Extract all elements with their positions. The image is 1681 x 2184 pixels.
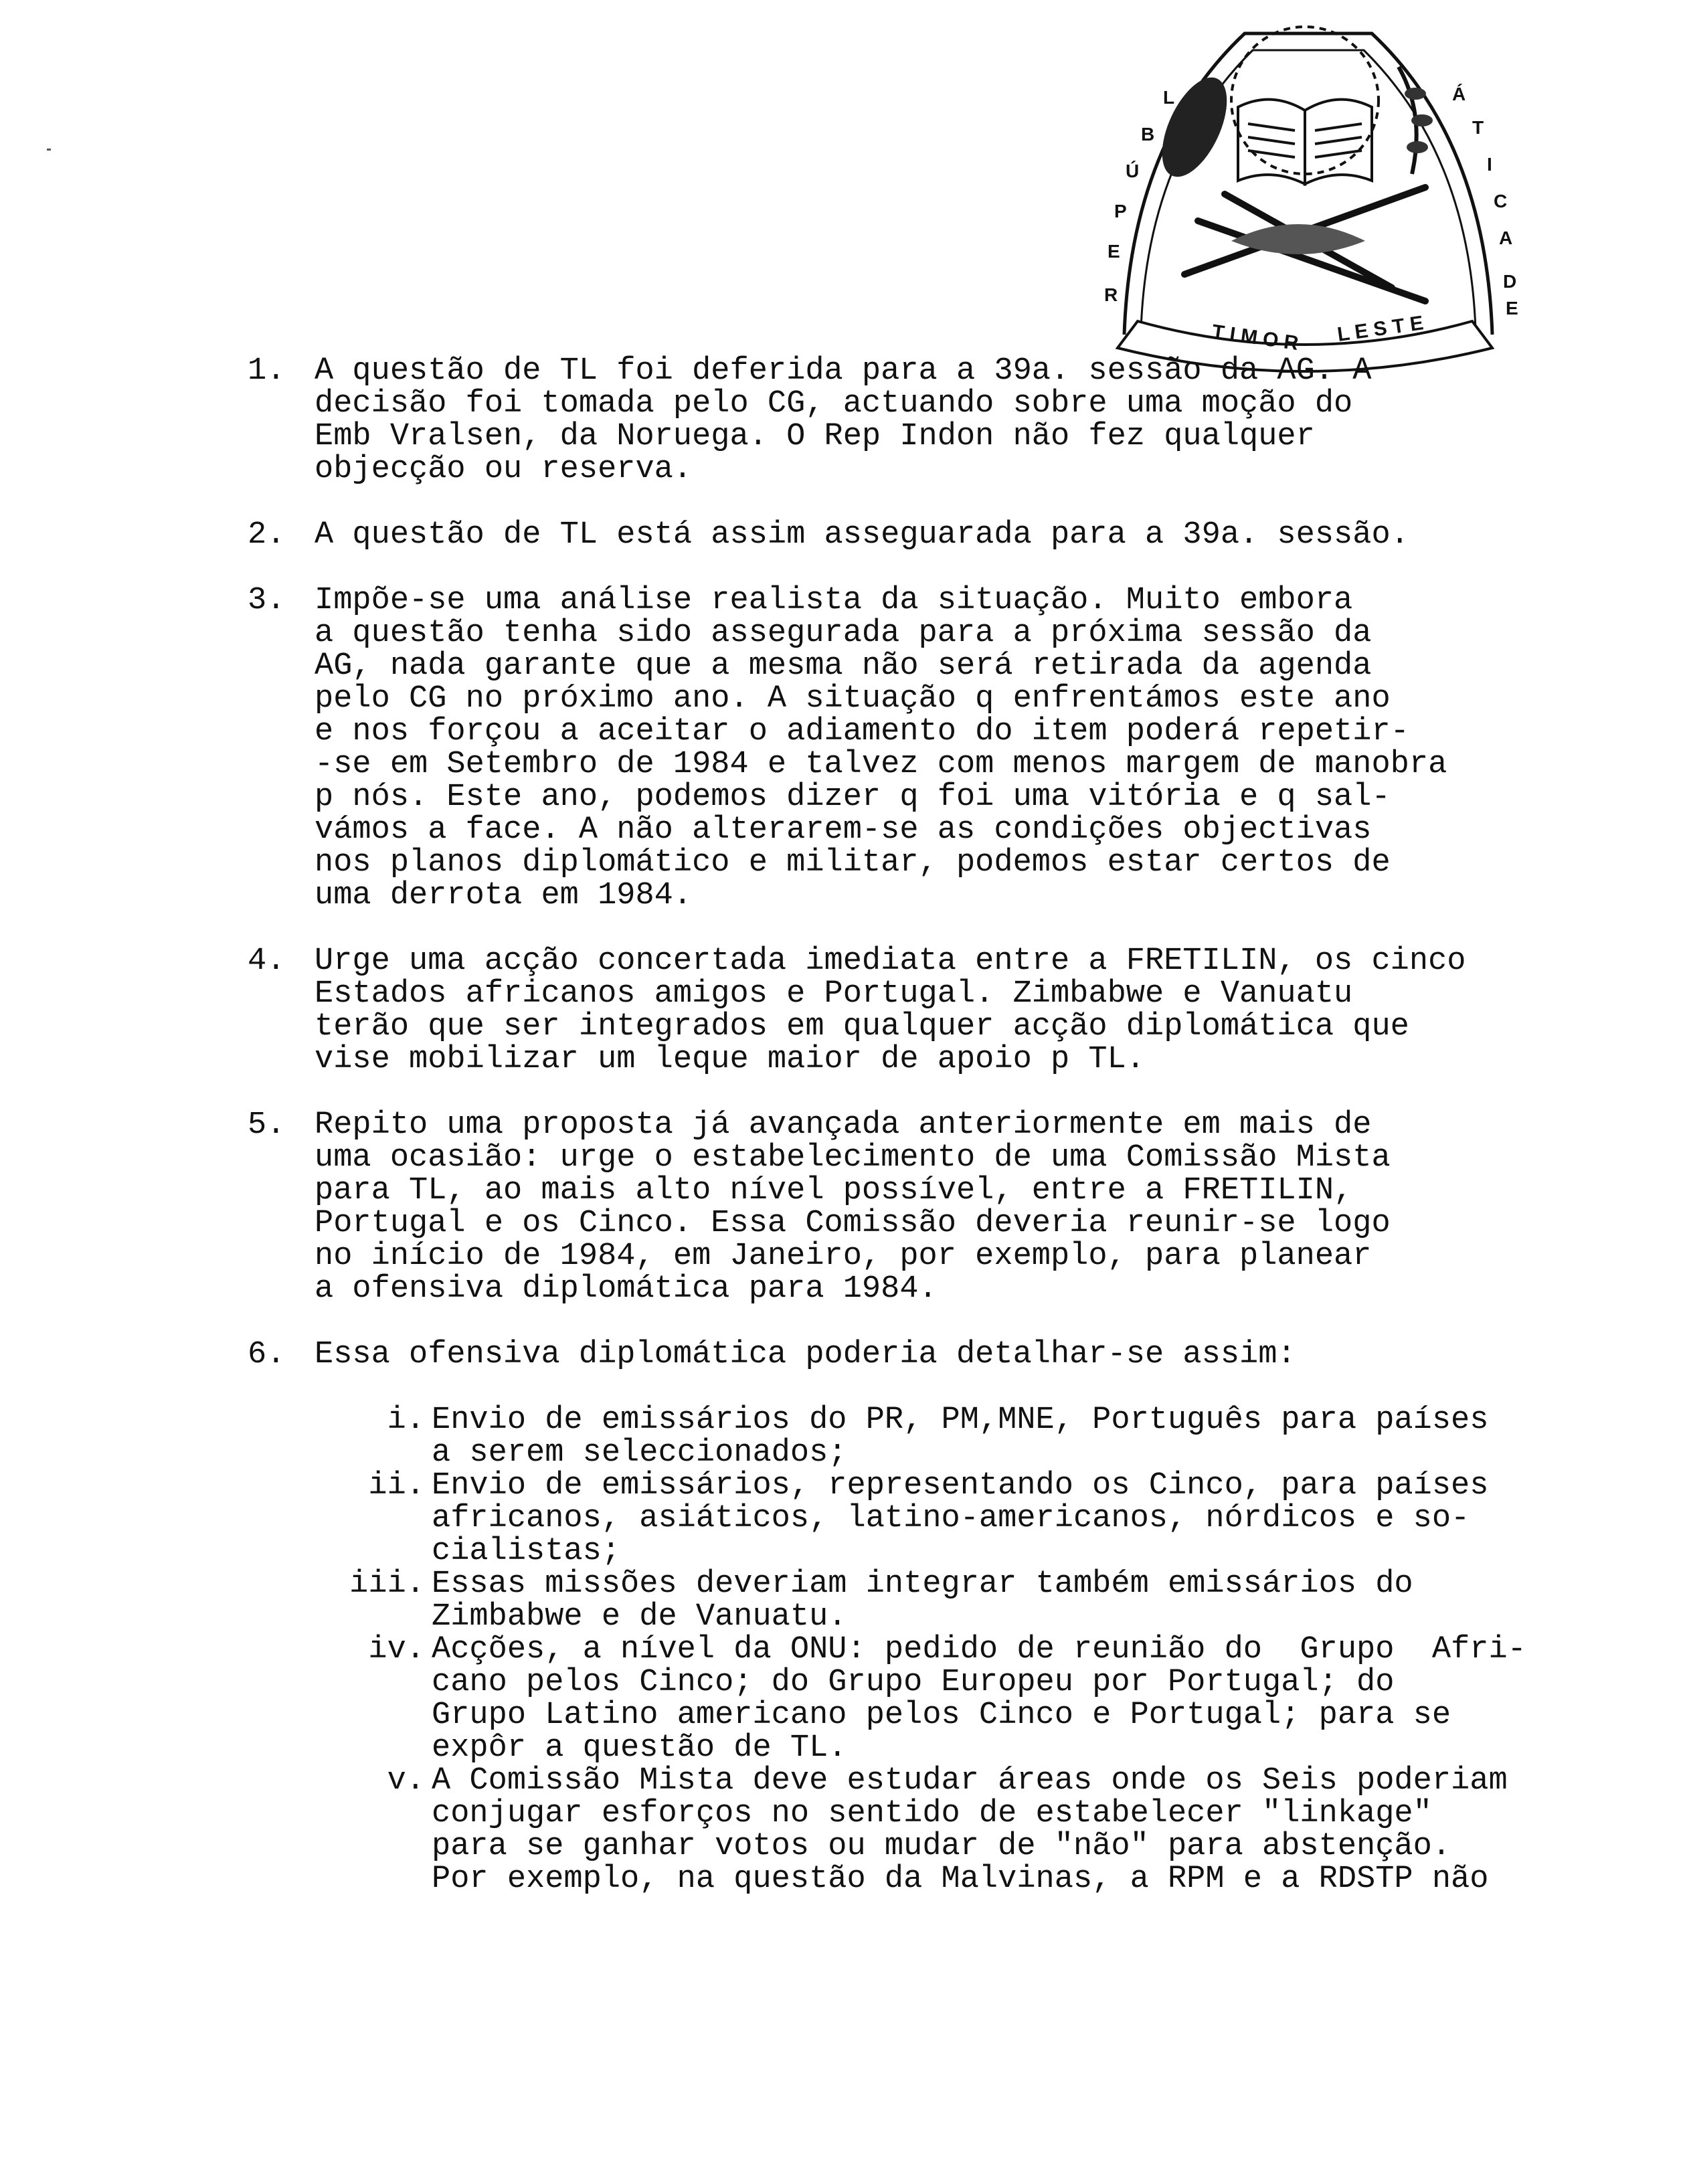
- paragraph-number: 1.: [248, 353, 286, 389]
- sub-item-text: Envio de emissários do PR, PM,MNE, Português para países a serem seleccionados;: [432, 1402, 1489, 1471]
- svg-text:E: E: [1506, 298, 1518, 318]
- svg-text:T I M O R: T I M O R: [1211, 321, 1300, 355]
- sub-item-number: iii.: [349, 1566, 425, 1602]
- sub-item-iii: [315, 1568, 1553, 1633]
- sub-item-text: Acções, a nível da ONU: pedido de reunião do Grupo Afri- cano pelos Cinco; do Grupo Europeu por Portugal; do Grupo Latino americano pelos Cinco e Portugal; para se expôr a questão de TL.: [432, 1632, 1526, 1766]
- sub-item-number: iv.: [368, 1632, 425, 1667]
- document-body: [248, 355, 1553, 1928]
- paragraph-text: Repito uma proposta já avançada anteriormente em mais de uma ocasião: urge o estabelecimento de uma Comissão Mista para TL, ao mais alto nível possível, entre a FRETILIN, Portugal e os Cinco. Essa Comissão deveria reunir-se logo no início de 1984, em Janeiro, por exemplo, para planear a ofensiva diplomática para 1984.: [315, 1107, 1391, 1307]
- sub-item-text: A Comissão Mista deve estudar áreas onde os Seis poderiam conjugar esforços no sentido de estabelecer "linkage" para se ganhar votos ou mudar de "não" para abstenção. Por exemplo, na questão da Malvinas, a RPM e a RDSTP não: [432, 1763, 1508, 1897]
- sub-item-i: [315, 1404, 1553, 1469]
- svg-text:T: T: [1472, 117, 1484, 138]
- paragraph-2: [248, 519, 1553, 551]
- svg-text:E: E: [1108, 241, 1120, 262]
- scan-speck: [47, 149, 51, 151]
- svg-text:A: A: [1499, 227, 1513, 248]
- paragraph-3: [248, 584, 1553, 912]
- sub-item-text: Envio de emissários, representando os Cinco, para países africanos, asiáticos, latino-americanos, nórdicos e so- cialistas;: [432, 1468, 1489, 1569]
- svg-text:B: B: [1141, 124, 1155, 145]
- svg-text:C: C: [1494, 191, 1508, 211]
- sub-item-number: v.: [387, 1763, 425, 1799]
- sub-item-number: i.: [387, 1402, 425, 1438]
- paragraph-4: [248, 945, 1553, 1076]
- svg-text:Ú: Ú: [1126, 161, 1140, 181]
- paragraph-number: 6.: [248, 1337, 286, 1372]
- paragraph-text: Urge uma acção concertada imediata entre a FRETILIN, os cinco Estados africanos amigos e Portugal. Zimbabwe e Vanuatu terão que ser integrados em qualquer acção diplomática que vise mobilizar um leque maior de apoio p TL.: [315, 943, 1466, 1077]
- svg-text:R: R: [1104, 284, 1118, 305]
- svg-text:D: D: [1503, 271, 1517, 292]
- paragraph-number: 4.: [248, 943, 286, 979]
- svg-text:P: P: [1114, 201, 1127, 221]
- paragraph-5: [248, 1109, 1553, 1305]
- sub-item-text: Essas missões deveriam integrar também emissários do Zimbabwe e de Vanuatu.: [432, 1566, 1413, 1635]
- paragraph-text: A questão de TL foi deferida para a 39a. sessão da AG. A decisão foi tomada pelo CG, actuando sobre uma moção do Emb Vralsen, da Noruega. O Rep Indon não fez qualquer objecção ou reserva.: [315, 353, 1372, 487]
- svg-text:Á: Á: [1452, 84, 1466, 104]
- paragraph-1: [248, 355, 1553, 486]
- sub-item-iv: [315, 1633, 1553, 1764]
- svg-text:I: I: [1487, 154, 1492, 175]
- paragraph-6: [248, 1338, 1553, 1896]
- paragraph-number: 5.: [248, 1107, 286, 1143]
- paragraph-number: 2.: [248, 517, 286, 553]
- paragraph-text: Essa ofensiva diplomática poderia detalhar-se assim:: [315, 1337, 1296, 1372]
- svg-text:L: L: [1163, 87, 1175, 108]
- paragraph-text: Impõe-se uma análise realista da situação. Muito embora a questão tenha sido assegurada para a próxima sessão da AG, nada garante que a mesma não será retirada da agenda pelo CG no próximo ano. A situação q enfrentámos este ano e nos forçou a aceitar o adiamento do item poderá repetir- -se em Setembro de 1984 e talvez com menos margem de manobra p nós. Este ano, podemos dizer q foi uma vitória e q sal- vámos a face. A não alterarem-se as condições objectivas nos planos diplomático e militar, podemos estar certos de uma derrota em 1984.: [315, 583, 1447, 913]
- national-seal-icon: [1077, 20, 1532, 381]
- paragraph-text: A questão de TL está assim asseguarada para a 39a. sessão.: [315, 517, 1409, 553]
- svg-text:L E S T E: L E S T E: [1336, 312, 1425, 346]
- sub-list: [315, 1404, 1553, 1896]
- sub-item-number: ii.: [368, 1468, 425, 1504]
- sub-item-ii: [315, 1469, 1553, 1568]
- paragraph-number: 3.: [248, 583, 286, 618]
- sub-item-v: [315, 1764, 1553, 1896]
